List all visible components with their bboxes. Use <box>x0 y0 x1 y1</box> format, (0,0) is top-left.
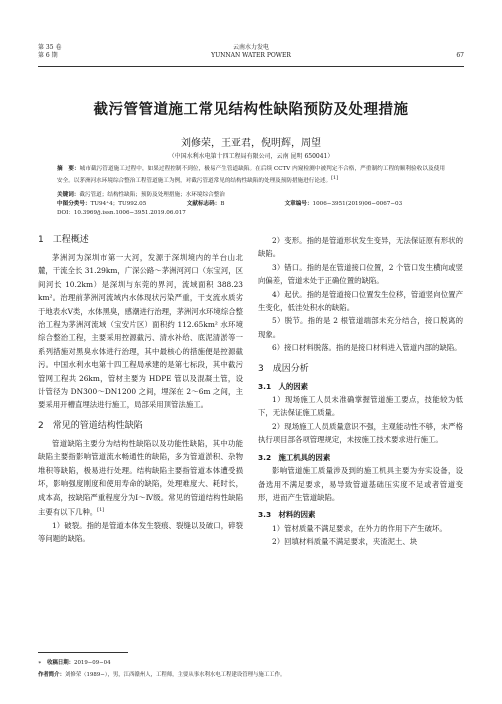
defect-item-6: 6）接口材料脱落。指的是接口材料进入管道内部的缺陷。 <box>272 343 462 353</box>
clc-value: TU94⁺4；TU992.05 <box>90 201 147 207</box>
header-journal-en: YUNNAN WATER POWER <box>211 52 291 59</box>
clc-label: 中图分类号： <box>57 201 91 207</box>
abstract-label: 摘 要： <box>57 166 80 172</box>
section-2-paragraph <box>38 437 243 519</box>
keywords-text: 截污管道；结构性缺陷；预防及处理措施；水环境综合整治 <box>79 192 225 198</box>
keywords-label: 关键词： <box>57 192 80 198</box>
defect-item-4: 4）起伏。指的是管道接口位置发生位移，管道竖向位置产生变化，低洼处积水的缺陷。 <box>258 289 463 313</box>
classification-info <box>57 200 445 208</box>
header-journal <box>38 44 464 60</box>
received-label: 收稿日期： <box>47 660 75 666</box>
machinery-factor-paragraph: 影响管道施工质量涉及到的施工机具主要为夯实设备，设备选用不满足要求，易导致管道基础压实度不足或者管道变形，进而产生管道缺陷。 <box>258 466 463 502</box>
defect-item-3: 3）错口。指的是在管道接口位置，2 个管口发生横向或竖向偏差，管道未处于正确位置的缺陷。 <box>258 262 463 286</box>
paper-authors: 刘修荣，王亚君，倪明辉，周望 <box>181 138 321 149</box>
footnote-rule <box>38 652 128 653</box>
section-3-1-title: 3.1 人的因素 <box>258 381 309 391</box>
header-journal-cn: 云南水力发电 <box>232 44 269 51</box>
abstract-cite: [1] <box>331 175 339 181</box>
doi: DOI：10.3969/j.issn.1006−3951.2019.06.017 <box>57 210 186 216</box>
header-volume: 第 35 卷 <box>38 44 62 51</box>
header-page-number: 67 <box>456 52 464 59</box>
doc-code-value: B <box>220 201 225 207</box>
received-date: 2019−09−04 <box>74 660 111 666</box>
abstract <box>57 165 445 186</box>
section-2-title: 2 常见的管道结构性缺陷 <box>38 420 143 431</box>
human-factor-item-2: 2）现场施工人员质量意识不强，主观能动性不够，未严格执行项目部各项管理规定，未按施工技术要求进行施工。 <box>258 421 463 445</box>
left-column <box>38 234 243 546</box>
section-3-2-title: 3.2 施工机具的因素 <box>258 452 331 462</box>
material-factor-item-2: 2）回填材料质量不满足要求，夹渣泥土、块 <box>272 537 418 547</box>
section-1-title: 1 工程概述 <box>38 235 89 245</box>
section-3-3-title: 3.3 材料的因素 <box>258 510 316 520</box>
paper-title: 截污管管道施工常见结构性缺陷预防及处理措施 <box>93 102 409 118</box>
footnote-received <box>38 657 463 669</box>
section-3-title: 3 成因分析 <box>258 363 309 374</box>
defect-item-5: 5）脱节。指的是 2 根管道端部未充分结合，接口脱离的现象。 <box>258 316 463 339</box>
paper-affiliation: （中国水利水电第十四工程局有限公司，云南 昆明 650041） <box>168 153 334 160</box>
author-bio-label: 作者简介： <box>38 672 65 678</box>
footnote <box>38 652 463 681</box>
section-1-paragraph: 茅洲河为深圳市第一大河，发源于深圳境内的羊台山北麓，干流全长 31.29km，广深公路～茅洲河河口（东宝河，区间河长 10.2km）是深圳与东莞的界河，流域面积 388.23 km²。治理前茅洲河流域内水体现状污染严重，干支流水质劣于地表水Ⅴ类，水体黑臭，感潮进行治理，茅洲河水环境综合整治工程为茅洲河流域（宝安片区）面积约 112.65km² 水环境综合整治工程，主要采用控源截污、清水补给、底泥清淤等一系列措施对黑臭水体进行治理，其中最核心的措施便是控源截污。中国水利水电第十四工程局承建的是第七标段，其中截污管网工程共 26km，管材主要为 HDPE 管以及混凝土管，设计管径为 DN300～DN1200 之间，埋深在 2～6m 之间，主要采用开槽直埋法进行施工，局部采用顶管法施工。 <box>38 253 243 410</box>
footnote-marker: ∗ <box>38 660 48 666</box>
right-column <box>258 234 463 549</box>
defect-item-2: 2）变形。指的是管道形状发生变异，无法保证原有形状的缺陷。 <box>258 236 463 259</box>
abstract-text: 城市截污管道施工过程中，如果过程控制不到位，极易产生管道缺陷。在后续 CCTV 内窥检测中被判定不合格，严重制约工程的顺利验收以及使用安全。以茅洲河水环境综合整治工程管道施工为例，对截污管道常见的结构性缺陷的处理及预防措施进行论述。 <box>57 166 445 184</box>
keywords <box>57 191 445 199</box>
defect-item-1: 1）破裂。指的是管道本体发生裂痕、裂缝以及破口，碎裂等问题的缺陷。 <box>38 520 243 544</box>
human-factor-item-1: 1）现场施工人员未准确掌握管道施工要点，技能较为低下，无法保证施工质量。 <box>258 395 463 418</box>
doc-code-label: 文献标志码： <box>186 201 221 207</box>
article-number-value: 1006−3951(2019)06−0067−03 <box>312 201 403 207</box>
section-2-paragraph-text: 管道缺陷主要分为结构性缺陷以及功能性缺陷，其中功能缺陷主要指影响管道流水畅通性的缺陷，多为管道淤积、杂物堆积等缺陷，极易进行处理。结构缺陷主要指管道本体遭受损坏，影响强度刚度和使用寿命的缺陷，处理难度大、耗时长，成本高，按缺陷严重程度分为Ⅰ～Ⅳ级。常见的管道结构性缺陷主要有以下几种。 <box>38 438 243 517</box>
section-2-cite: [1] <box>97 506 105 513</box>
footnote-author <box>38 669 463 681</box>
header-issue: 第 6 期 <box>38 52 58 59</box>
material-factor-item-1: 1）管材质量不满足要求，在外力的作用下产生破坏。 <box>272 523 447 533</box>
author-bio: 刘修荣（1989−），男，江西赣州人，工程师，主要从事水利水电工程建设管理与施工工作。 <box>64 672 286 678</box>
article-number-label: 文章编号： <box>284 201 313 207</box>
running-header <box>38 44 464 67</box>
